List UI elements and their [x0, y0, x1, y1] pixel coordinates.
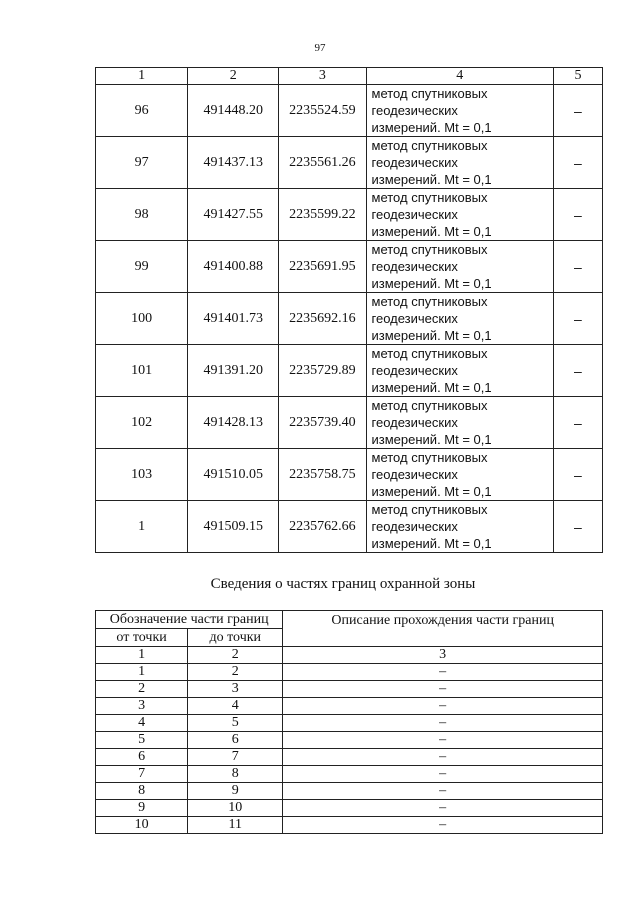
to-point: 2 — [188, 664, 283, 681]
coordinate-row — [96, 501, 603, 553]
boundary-part-row — [96, 681, 603, 698]
y-coordinate: 2235599.22 — [279, 189, 366, 241]
coordinate-row — [96, 345, 603, 397]
boundary-part-row — [96, 732, 603, 749]
method-line: метод спутниковых — [371, 450, 488, 465]
parts-header-row — [96, 611, 603, 629]
from-point: 3 — [96, 698, 188, 715]
y-coordinate: 2235691.95 — [279, 241, 366, 293]
to-point-header: до точки — [188, 629, 283, 647]
method-line: метод спутниковых — [371, 398, 488, 413]
column-header: 2 — [188, 68, 279, 85]
y-coordinate: 2235758.75 — [279, 449, 366, 501]
x-coordinate: 491509.15 — [188, 501, 279, 553]
note-cell: – — [553, 137, 602, 189]
method-line: геодезических — [371, 415, 458, 430]
boundary-description: – — [283, 766, 603, 783]
to-point: 3 — [188, 681, 283, 698]
method-line: измерений. Mt = 0,1 — [371, 172, 492, 187]
y-coordinate: 2235524.59 — [279, 85, 366, 137]
column-header: 3 — [279, 68, 366, 85]
method-line: метод спутниковых — [371, 294, 488, 309]
from-point: 2 — [96, 681, 188, 698]
to-point: 10 — [188, 800, 283, 817]
x-coordinate: 491437.13 — [188, 137, 279, 189]
note-cell: – — [553, 449, 602, 501]
point-number: 101 — [96, 345, 188, 397]
method-line: геодезических — [371, 467, 458, 482]
x-coordinate: 491391.20 — [188, 345, 279, 397]
x-coordinate: 491427.55 — [188, 189, 279, 241]
method-line: метод спутниковых — [371, 190, 488, 205]
method-line: измерений. Mt = 0,1 — [371, 224, 492, 239]
x-coordinate: 491428.13 — [188, 397, 279, 449]
method-line: измерений. Mt = 0,1 — [371, 328, 492, 343]
parts-index-row — [96, 647, 603, 664]
to-point: 6 — [188, 732, 283, 749]
coordinate-row — [96, 85, 603, 137]
method-line: геодезических — [371, 259, 458, 274]
boundary-description: – — [283, 698, 603, 715]
boundary-part-row — [96, 800, 603, 817]
to-point: 5 — [188, 715, 283, 732]
method-description — [366, 241, 553, 293]
point-number: 99 — [96, 241, 188, 293]
boundary-description: – — [283, 681, 603, 698]
method-description — [366, 449, 553, 501]
point-number: 103 — [96, 449, 188, 501]
boundary-description-header: Описание прохождения части границ — [283, 611, 603, 647]
point-number: 98 — [96, 189, 188, 241]
x-coordinate: 491448.20 — [188, 85, 279, 137]
point-number: 102 — [96, 397, 188, 449]
column-header: 5 — [553, 68, 602, 85]
boundary-parts-table — [95, 610, 603, 834]
method-line: метод спутниковых — [371, 138, 488, 153]
from-point-header: от точки — [96, 629, 188, 647]
method-description — [366, 189, 553, 241]
boundary-description: – — [283, 817, 603, 834]
boundary-part-row — [96, 715, 603, 732]
method-description — [366, 85, 553, 137]
boundary-part-row — [96, 698, 603, 715]
point-number: 96 — [96, 85, 188, 137]
method-description — [366, 137, 553, 189]
note-cell: – — [553, 85, 602, 137]
column-index: 3 — [283, 647, 603, 664]
method-line: метод спутниковых — [371, 86, 488, 101]
coordinate-row — [96, 397, 603, 449]
column-header: 1 — [96, 68, 188, 85]
x-coordinate: 491401.73 — [188, 293, 279, 345]
point-number: 1 — [96, 501, 188, 553]
to-point: 9 — [188, 783, 283, 800]
section-title: Сведения о частях границ охранной зоны — [210, 576, 476, 592]
y-coordinate: 2235762.66 — [279, 501, 366, 553]
from-point: 9 — [96, 800, 188, 817]
boundary-part-row — [96, 817, 603, 834]
boundary-description: – — [283, 783, 603, 800]
to-point: 11 — [188, 817, 283, 834]
note-cell: – — [553, 293, 602, 345]
coordinate-row — [96, 241, 603, 293]
coordinates-table — [95, 67, 603, 553]
method-line: измерений. Mt = 0,1 — [371, 120, 492, 135]
from-point: 4 — [96, 715, 188, 732]
coordinate-row — [96, 293, 603, 345]
method-line: измерений. Mt = 0,1 — [371, 432, 492, 447]
to-point: 8 — [188, 766, 283, 783]
note-cell: – — [553, 189, 602, 241]
to-point: 4 — [188, 698, 283, 715]
method-line: геодезических — [371, 519, 458, 534]
method-description — [366, 397, 553, 449]
y-coordinate: 2235692.16 — [279, 293, 366, 345]
coordinate-row — [96, 189, 603, 241]
boundary-description: – — [283, 715, 603, 732]
method-line: измерений. Mt = 0,1 — [371, 380, 492, 395]
method-line: измерений. Mt = 0,1 — [371, 484, 492, 499]
boundary-part-designation-header: Обозначение части границ — [96, 611, 283, 629]
page-number: 97 — [314, 42, 326, 54]
note-cell: – — [553, 397, 602, 449]
from-point: 8 — [96, 783, 188, 800]
column-index: 1 — [96, 647, 188, 664]
note-cell: – — [553, 241, 602, 293]
boundary-description: – — [283, 732, 603, 749]
coordinates-header-row — [96, 68, 603, 85]
method-line: измерений. Mt = 0,1 — [371, 536, 492, 551]
boundary-part-row — [96, 664, 603, 681]
to-point: 7 — [188, 749, 283, 766]
note-cell: – — [553, 501, 602, 553]
y-coordinate: 2235729.89 — [279, 345, 366, 397]
method-description — [366, 345, 553, 397]
boundary-description: – — [283, 800, 603, 817]
method-line: измерений. Mt = 0,1 — [371, 276, 492, 291]
boundary-description: – — [283, 749, 603, 766]
point-number: 100 — [96, 293, 188, 345]
boundary-part-row — [96, 783, 603, 800]
method-line: геодезических — [371, 155, 458, 170]
method-line: геодезических — [371, 363, 458, 378]
method-line: метод спутниковых — [371, 346, 488, 361]
boundary-description: – — [283, 664, 603, 681]
y-coordinate: 2235739.40 — [279, 397, 366, 449]
method-line: геодезических — [371, 207, 458, 222]
from-point: 1 — [96, 664, 188, 681]
method-line: метод спутниковых — [371, 242, 488, 257]
boundary-part-row — [96, 749, 603, 766]
column-header: 4 — [366, 68, 553, 85]
x-coordinate: 491510.05 — [188, 449, 279, 501]
method-line: геодезических — [371, 311, 458, 326]
method-description — [366, 293, 553, 345]
column-index: 2 — [188, 647, 283, 664]
from-point: 5 — [96, 732, 188, 749]
note-cell: – — [553, 345, 602, 397]
from-point: 10 — [96, 817, 188, 834]
coordinate-row — [96, 137, 603, 189]
x-coordinate: 491400.88 — [188, 241, 279, 293]
boundary-part-row — [96, 766, 603, 783]
from-point: 6 — [96, 749, 188, 766]
y-coordinate: 2235561.26 — [279, 137, 366, 189]
method-description — [366, 501, 553, 553]
point-number: 97 — [96, 137, 188, 189]
method-line: метод спутниковых — [371, 502, 488, 517]
coordinate-row — [96, 449, 603, 501]
method-line: геодезических — [371, 103, 458, 118]
from-point: 7 — [96, 766, 188, 783]
